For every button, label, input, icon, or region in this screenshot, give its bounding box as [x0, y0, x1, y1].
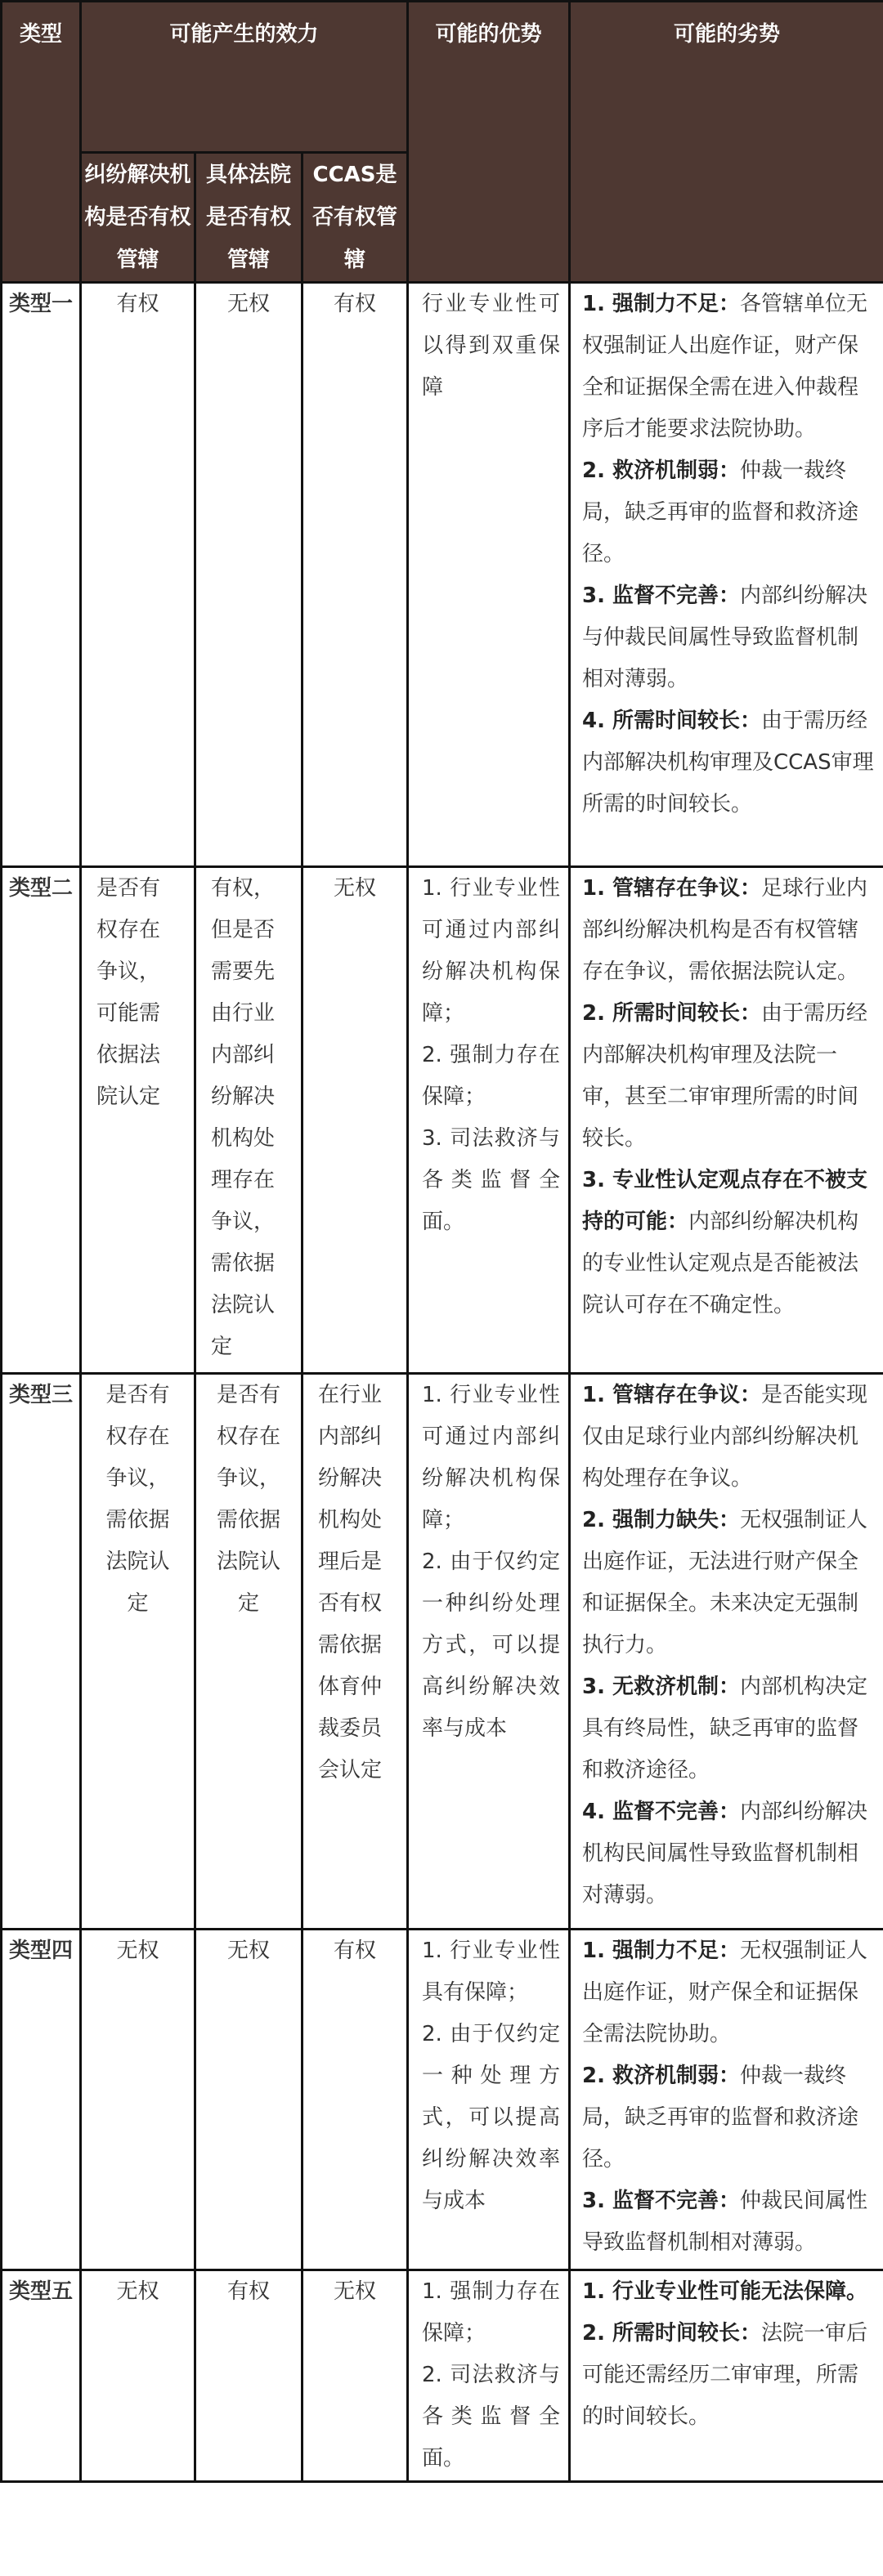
disadvantages-cell	[570, 1930, 883, 2270]
advantage-item: 1. 行业专业性具有保障；	[422, 1939, 560, 2005]
table-row	[2, 867, 883, 1374]
advantage-item: 2. 由于仅约定一种纠纷处理方式，可以提高纠纷解决效率与成本	[422, 1550, 560, 1741]
disadvantage-title: 3. 专业性认定观点存在不被支持的可能：	[582, 1168, 868, 1234]
advantages-cell	[408, 867, 570, 1374]
disadvantage-text: 内部机构决定具有终局性，缺乏再审的监督和救济途径。	[582, 1675, 868, 1782]
disadvantage-text: 由于需历经内部解决机构审理及CCAS审理所需的时间较长。	[582, 709, 874, 816]
advantage-item: 行业专业性可以得到双重保障	[422, 292, 560, 400]
disadvantage-text: 内部纠纷解决机构民间属性导致监督机制相对薄弱。	[582, 1800, 868, 1907]
disadvantage-title: 2. 所需时间较长：	[582, 1001, 762, 1026]
type-cell: 类型五	[2, 2270, 81, 2482]
disadvantage-text: 内部纠纷解决机构的专业性认定观点是否能被法院认可存在不确定性。	[582, 1210, 859, 1317]
header-court: 具体法院是否有权管辖	[195, 153, 303, 283]
disadvantage-title: 2. 救济机制弱：	[582, 458, 741, 483]
ccas-cell: 有权	[303, 1930, 408, 2270]
disadvantage-title: 2. 强制力缺失：	[582, 1508, 741, 1532]
type-cell: 类型四	[2, 1930, 81, 2270]
disadvantage-title: 4. 监督不完善：	[582, 1800, 741, 1824]
disadvantage-title: 1. 行业专业性可能无法保障。	[582, 2279, 868, 2304]
table-row	[2, 283, 883, 867]
disadvantages-cell	[570, 867, 883, 1374]
disadvantage-text: 由于需历经内部解决机构审理及法院一审，甚至二审审理所需的时间较长。	[582, 1001, 868, 1151]
advantages-cell	[408, 283, 570, 867]
disadvantage-item	[582, 284, 876, 450]
disadvantage-text: 无权强制证人出庭作证，无法进行财产保全和证据保全。未来决定无强制执行力。	[582, 1508, 868, 1657]
disadvantages-cell	[570, 2270, 883, 2482]
ccas-cell: 无权	[303, 2270, 408, 2482]
ccas-cell: 有权	[303, 283, 408, 867]
disadvantage-text: 足球行业内部纠纷解决机构是否有权管辖存在争议，需依据法院认定。	[582, 876, 868, 984]
disadvantages-cell	[570, 283, 883, 867]
disadvantage-item	[582, 2271, 876, 2313]
disadvantage-item	[582, 1930, 876, 2055]
disadvantage-title: 3. 监督不完善：	[582, 2189, 741, 2213]
disadvantage-text: 各管辖单位无权强制证人出庭作证，财产保全和证据保全需在进入仲裁程序后才能要求法院协助。	[582, 292, 868, 441]
ccas-cell: 在行业内部纠纷解决机构处理后是否有权需依据体育仲裁委员会认定	[303, 1374, 408, 1930]
advantage-item: 1. 行业专业性可通过内部纠纷解决机构保障；	[422, 876, 560, 1026]
disadvantage-item	[582, 1666, 876, 1791]
type-cell: 类型一	[2, 283, 81, 867]
disadvantage-text: 仲裁一裁终局，缺乏再审的监督和救济途径。	[582, 458, 859, 566]
header-type: 类型	[2, 2, 81, 283]
court-cell: 有权，但是否需要先由行业内部纠纷解决机构处理存在争议，需依据法院认定	[195, 867, 303, 1374]
dispute-body-cell: 无权	[81, 2270, 195, 2482]
advantages-cell	[408, 2270, 570, 2482]
disadvantage-text: 无权强制证人出庭作证，财产保全和证据保全需法院协助。	[582, 1939, 868, 2046]
advantage-item: 2. 由于仅约定一种处理方式，可以提高纠纷解决效率与成本	[422, 2022, 560, 2213]
disadvantage-text: 法院一审后可能还需经历二审审理，所需的时间较长。	[582, 2321, 868, 2429]
dispute-body-cell: 是否有权存在争议，需依据法院认定	[81, 1374, 195, 1930]
disadvantage-item	[582, 1375, 876, 1500]
disadvantage-item	[582, 2055, 876, 2180]
disadvantage-title: 1. 强制力不足：	[582, 1939, 741, 1963]
dispute-body-cell: 无权	[81, 1930, 195, 2270]
disadvantage-title: 4. 所需时间较长：	[582, 709, 762, 733]
header-ccas: CCAS是否有权管辖	[303, 153, 408, 283]
advantage-item: 1. 行业专业性可通过内部纠纷解决机构保障；	[422, 1383, 560, 1532]
table-row	[2, 2270, 883, 2482]
disadvantage-title: 2. 所需时间较长：	[582, 2321, 762, 2346]
advantage-item: 1. 强制力存在保障；	[422, 2279, 560, 2346]
disadvantage-item	[582, 700, 876, 825]
disadvantages-cell	[570, 1374, 883, 1930]
court-cell: 是否有权存在争议，需依据法院认定	[195, 1374, 303, 1930]
disadvantage-item	[582, 2180, 876, 2264]
disadvantage-item	[582, 450, 876, 575]
dispute-body-cell: 是否有权存在争议，可能需依据法院认定	[81, 867, 195, 1374]
disadvantage-item	[582, 1160, 876, 1326]
table-row	[2, 1374, 883, 1930]
disadvantage-title: 3. 监督不完善：	[582, 584, 741, 608]
disadvantage-item	[582, 868, 876, 993]
disadvantage-item	[582, 575, 876, 700]
disadvantage-text: 仲裁民间属性导致监督机制相对薄弱。	[582, 2189, 868, 2255]
advantage-item: 2. 强制力存在保障；	[422, 1043, 560, 1109]
disadvantage-item	[582, 1500, 876, 1666]
disadvantage-title: 1. 强制力不足：	[582, 292, 741, 316]
disadvantage-item	[582, 2313, 876, 2438]
advantage-item: 2. 司法救济与各类监督全面。	[422, 2363, 560, 2471]
court-cell: 无权	[195, 1930, 303, 2270]
dispute-body-cell: 有权	[81, 283, 195, 867]
type-cell: 类型二	[2, 867, 81, 1374]
disadvantage-item	[582, 1791, 876, 1916]
advantages-cell	[408, 1374, 570, 1930]
header-effect-group: 可能产生的效力	[81, 2, 408, 153]
disadvantage-title: 2. 救济机制弱：	[582, 2064, 741, 2088]
ccas-cell: 无权	[303, 867, 408, 1374]
disadvantage-text: 是否能实现仅由足球行业内部纠纷解决机构处理存在争议。	[582, 1383, 868, 1491]
disadvantage-item	[582, 993, 876, 1160]
court-cell: 有权	[195, 2270, 303, 2482]
header-advantages: 可能的优势	[408, 2, 570, 283]
table-header	[2, 2, 883, 283]
type-cell: 类型三	[2, 1374, 81, 1930]
disadvantage-title: 3. 无救济机制：	[582, 1675, 741, 1699]
header-dispute-body: 纠纷解决机构是否有权管辖	[81, 153, 195, 283]
advantage-item: 3. 司法救济与各类监督全面。	[422, 1126, 560, 1234]
court-cell: 无权	[195, 283, 303, 867]
table-row	[2, 1930, 883, 2270]
disadvantage-text: 内部纠纷解决与仲裁民间属性导致监督机制相对薄弱。	[582, 584, 868, 691]
disadvantage-title: 1. 管辖存在争议：	[582, 1383, 762, 1407]
header-disadvantages: 可能的劣势	[570, 2, 883, 283]
disadvantage-text: 仲裁一裁终局，缺乏再审的监督和救济途径。	[582, 2064, 859, 2171]
disadvantage-title: 1. 管辖存在争议：	[582, 876, 762, 901]
advantages-cell	[408, 1930, 570, 2270]
